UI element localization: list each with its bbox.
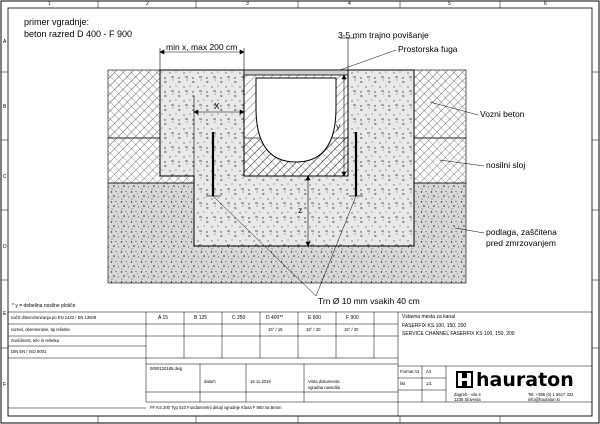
date-value: 19.11.2019 xyxy=(250,379,271,384)
grid-col-4: 4 xyxy=(348,1,351,7)
grid-col-3: 3 xyxy=(246,1,249,7)
tb-row3-note: značilnosti, telo in rešetka xyxy=(11,338,59,343)
edition-label: Vrsta dokumenta xyxy=(308,379,340,384)
block-product-2: SERVICE CHANNEL FASERFIX KS 100, 150, 200 xyxy=(402,331,515,337)
block-heading: Vstavna mesta za kanal xyxy=(402,314,456,320)
tb-row1-note: načrt dimenzioniranja po EN 1433 / EN 13509 xyxy=(11,315,97,320)
label-joint: Prostorska fuga xyxy=(398,44,458,54)
sheet-label: list xyxy=(400,381,406,386)
label-rebar: Trn Ø 10 mm vsakih 40 cm xyxy=(318,296,420,306)
channel-grate xyxy=(244,70,348,75)
class-a15: A 15 xyxy=(158,315,169,321)
class-b125: B 125 xyxy=(194,315,208,321)
dim-elevation: 3-5 mm trajno povišanje xyxy=(338,30,429,40)
drawing-number: 0000120185.dwg xyxy=(150,366,183,371)
class-e600: E 600 xyxy=(308,315,322,321)
grid-row-c: C xyxy=(3,174,7,180)
company-address-1: Zagreb - vila 4 xyxy=(454,392,481,397)
footnote: * y = debelina nosilne plošče xyxy=(12,303,76,309)
grid-row-a: A xyxy=(3,39,7,45)
channel-inner xyxy=(256,78,336,162)
title-block-lines xyxy=(8,312,592,416)
road-concrete-left xyxy=(108,70,160,138)
company-email: info@hauraton.si xyxy=(528,397,560,402)
format-label: Format A3 xyxy=(400,369,420,374)
dim-z: z xyxy=(298,205,303,215)
edition-value: vgradna navodila xyxy=(308,385,340,390)
label-concrete: Vozni beton xyxy=(480,109,525,119)
load-e600: 15° / 20 xyxy=(306,327,321,332)
road-concrete-right xyxy=(414,70,466,138)
dim-x: X xyxy=(214,101,220,111)
class-f900: F 900 xyxy=(346,315,359,321)
dim-min-max: min x, max 200 cm xyxy=(166,42,238,52)
block-product-1: FASERFIX KS 100, 150, 200 xyxy=(402,323,467,329)
class-d400: D 400** xyxy=(266,315,284,321)
drawing-description: FF KS 200 Typ 010 Fundamentni detajl vgradnje Klasa F 900 na Beton xyxy=(150,405,282,410)
hauraton-logo-icon xyxy=(456,371,473,388)
date-label: datum xyxy=(204,379,216,384)
note-line-2: beton razred D 400 - F 900 xyxy=(24,29,133,39)
company-address-2: 1235 Slovenia xyxy=(454,397,481,402)
tb-row4-note: DIN EN / ISO 9001 xyxy=(11,349,47,354)
company-phone: Tel: +386 (0) 1 5617 322 xyxy=(528,392,574,397)
grid-row-b: B xyxy=(3,104,7,110)
grid-col-6: 6 xyxy=(544,1,547,7)
grid-col-2: 2 xyxy=(146,1,149,7)
grid-row-e: E xyxy=(3,311,7,317)
label-subgrade-2: pred zmrzovanjem xyxy=(486,238,556,248)
load-d400: 15° / 15 xyxy=(268,327,283,332)
grid-col-5: 5 xyxy=(448,1,451,7)
grid-col-1: 1 xyxy=(48,1,51,7)
label-base: nosilni sloj xyxy=(486,160,526,170)
sheet-value: 1/1 xyxy=(426,381,432,386)
dim-y: y xyxy=(336,121,341,131)
label-subgrade-1: podlaga, zaščitena xyxy=(486,227,557,237)
class-c250: C 250 xyxy=(232,315,246,321)
note-line-1: primer vgradnje: xyxy=(24,17,90,27)
company-name: hauraton xyxy=(476,369,574,391)
grid-row-d: D xyxy=(3,244,7,250)
load-f900: 15° / 20 xyxy=(344,327,359,332)
grid-row-f: F xyxy=(3,382,7,388)
format-value: A4 xyxy=(426,369,432,374)
tb-row2-note: razred, obremenitve, tip rešetke xyxy=(11,327,70,332)
